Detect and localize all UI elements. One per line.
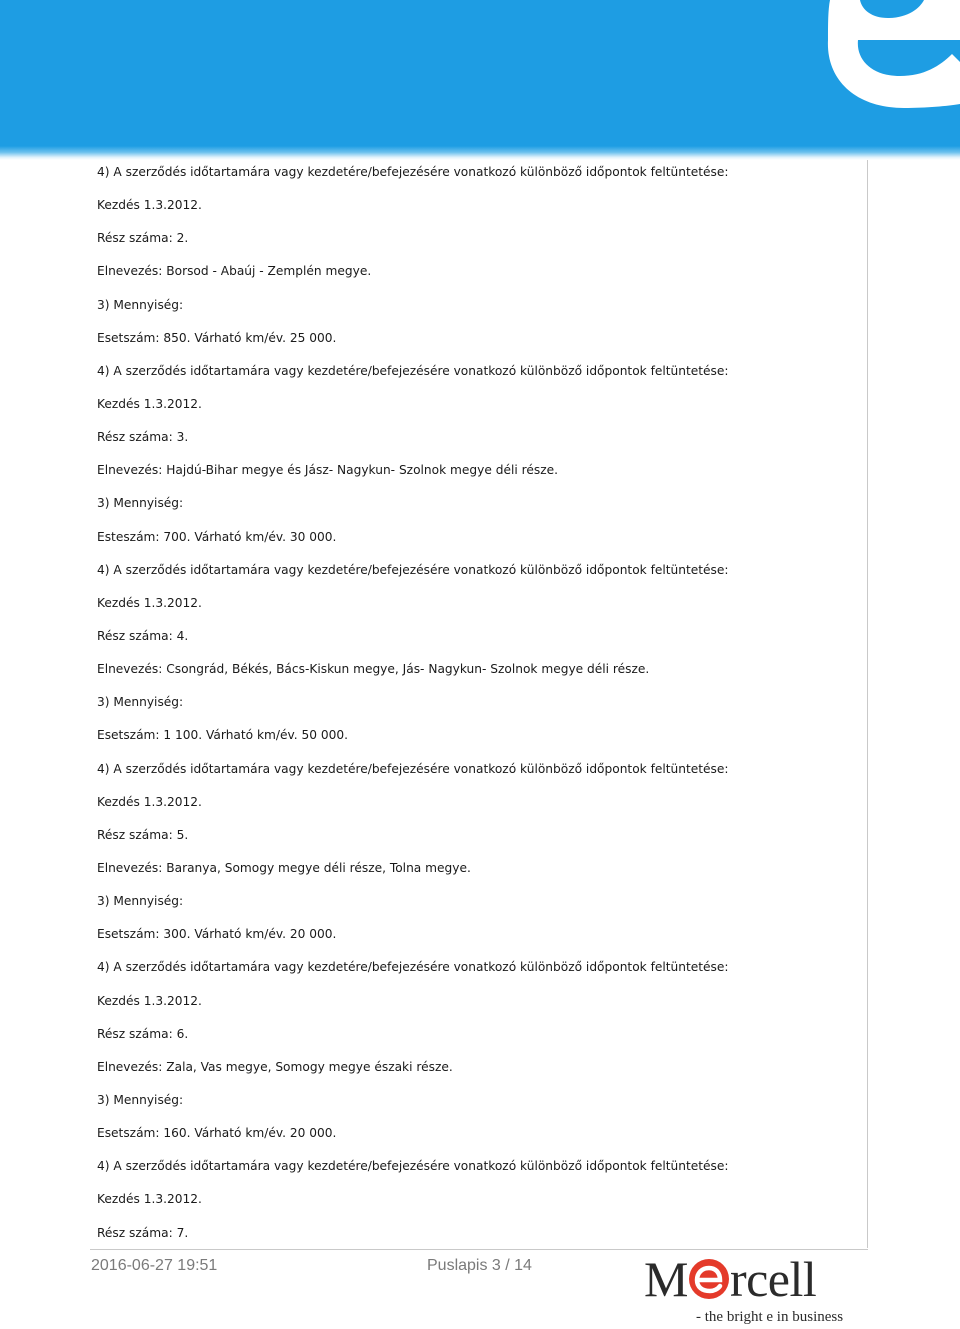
text-line: Elnevezés: Csongrád, Békés, Bács-Kiskun megye, Jás- Nagykun- Szolnok megye déli része. — [97, 662, 650, 677]
text-line: Esetszám: 850. Várható km/év. 25 000. — [97, 330, 337, 345]
logo-text-end: rcell — [729, 1251, 817, 1307]
text-line: 4) A szerződés időtartamára vagy kezdetére/befejezésére vonatkozó különböző időpontok feltüntetése: — [97, 363, 729, 378]
text-line: Rész száma: 3. — [97, 430, 189, 445]
footer-page-number: Puslapis 3 / 14 — [427, 1257, 532, 1274]
text-line: 3) Mennyiség: — [97, 894, 184, 909]
text-line: 3) Mennyiség: — [97, 496, 184, 511]
footer-timestamp: 2016-06-27 19:51 — [91, 1257, 218, 1274]
text-line: Esetszám: 300. Várható km/év. 20 000. — [97, 927, 337, 942]
text-line: Rész száma: 5. — [97, 827, 189, 842]
marcell-logo — [644, 1251, 870, 1328]
text-line: Kezdés 1.3.2012. — [97, 993, 202, 1008]
text-line: 3) Mennyiség: — [97, 1092, 184, 1107]
text-line: Esetszám: 1 100. Várható km/év. 50 000. — [97, 728, 349, 743]
logo-text-start: M — [644, 1251, 688, 1307]
text-line: Rész száma: 2. — [97, 231, 189, 246]
text-line: 4) A szerződés időtartamára vagy kezdetére/befejezésére vonatkozó különböző időpontok feltüntetése: — [97, 761, 729, 776]
text-line: 4) A szerződés időtartamára vagy kezdetére/befejezésére vonatkozó különböző időpontok feltüntetése: — [97, 562, 729, 577]
text-line: 3) Mennyiség: — [97, 297, 184, 312]
text-line: Elnevezés: Borsod - Abaúj - Zemplén megye. — [97, 264, 372, 279]
text-line: 4) A szerződés időtartamára vagy kezdetére/befejezésére vonatkozó különböző időpontok feltüntetése: — [97, 165, 729, 179]
logo-wordmark — [644, 1251, 817, 1307]
text-line: 4) A szerződés időtartamára vagy kezdetére/befejezésére vonatkozó különböző időpontok feltüntetése: — [97, 960, 729, 975]
text-line: Rész száma: 6. — [97, 1026, 189, 1041]
text-line: Rész száma: 7. — [97, 1225, 189, 1240]
text-line: Kezdés 1.3.2012. — [97, 595, 202, 610]
text-line: Elnevezés: Zala, Vas megye, Somogy megye északi része. — [97, 1059, 453, 1074]
text-line: Kezdés 1.3.2012. — [97, 794, 202, 809]
banner-fade — [0, 146, 960, 160]
text-line: Elnevezés: Hajdú-Bihar megye és Jász- Nagykun- Szolnok megye déli része. — [97, 463, 558, 478]
text-line: Kezdés 1.3.2012. — [97, 198, 202, 213]
text-line: 4) A szerződés időtartamára vagy kezdetére/befejezésére vonatkozó különböző időpontok feltüntetése: — [97, 1159, 729, 1174]
header-banner — [0, 0, 960, 152]
logo-e-icon — [689, 1259, 729, 1299]
text-line: Kezdés 1.3.2012. — [97, 396, 202, 411]
text-line: Esteszám: 700. Várható km/év. 30 000. — [97, 529, 337, 544]
text-line: Rész száma: 4. — [97, 628, 189, 643]
e-logo-mark-icon — [800, 0, 960, 110]
text-line: 3) Mennyiség: — [97, 695, 184, 710]
text-line: Esetszám: 160. Várható km/év. 20 000. — [97, 1126, 337, 1141]
logo-tagline: - the bright e in business — [696, 1309, 844, 1325]
footer-divider — [90, 1249, 868, 1250]
text-line: Kezdés 1.3.2012. — [97, 1192, 202, 1207]
text-line: Elnevezés: Baranya, Somogy megye déli része, Tolna megye. — [97, 860, 471, 875]
document-body — [97, 162, 857, 1256]
